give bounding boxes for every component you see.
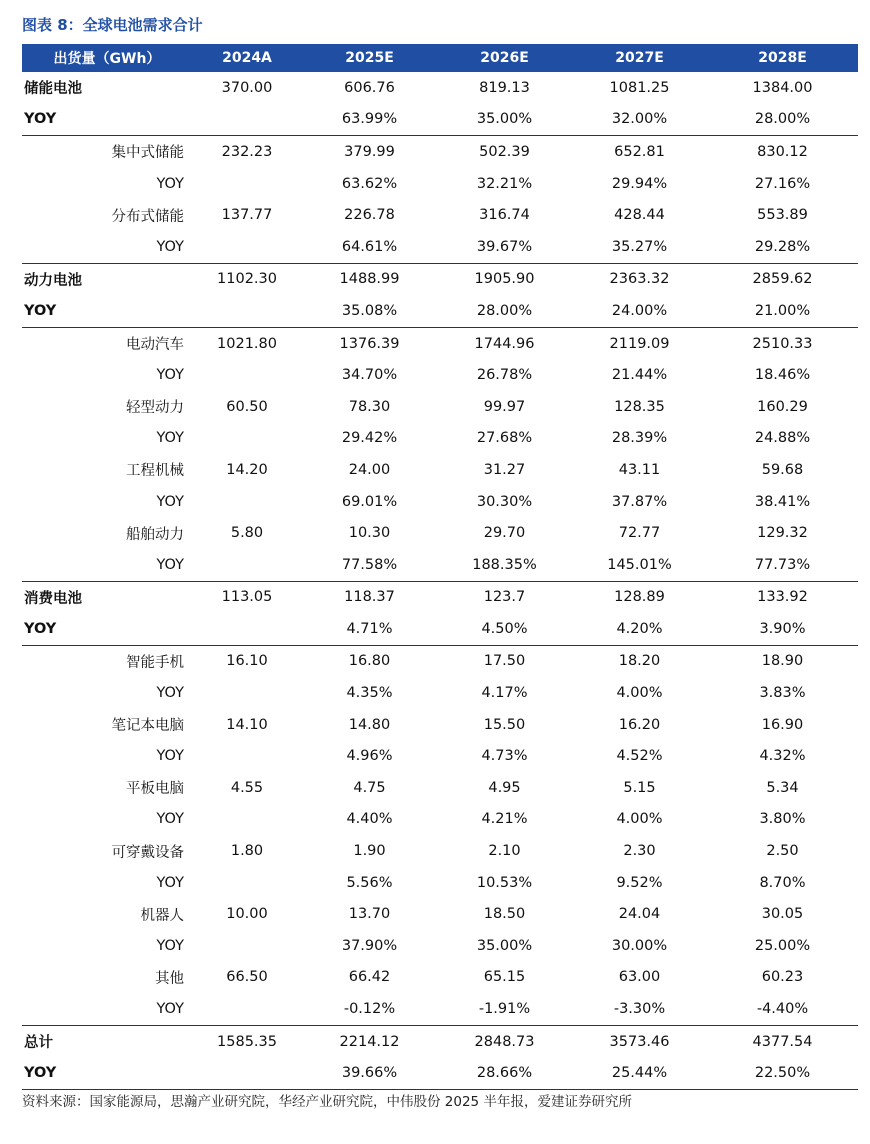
value-cell: 18.46% (754, 367, 811, 384)
row-label: YOY (156, 556, 184, 573)
value-cell: 26.78% (476, 367, 533, 384)
value-cell: 2.50 (766, 843, 799, 860)
value-cell: 502.39 (479, 143, 530, 160)
value-cell: 32.00% (611, 111, 668, 128)
value-cell: 78.30 (348, 398, 391, 415)
value-cell: 1384.00 (752, 79, 813, 96)
row-label: 分布式储能 (111, 208, 184, 225)
value-cell: 2510.33 (752, 335, 813, 352)
value-cell: 25.00% (754, 937, 811, 954)
row-label: YOY (156, 367, 184, 384)
value-cell: 16.90 (761, 716, 804, 733)
value-cell: -1.91% (478, 1001, 531, 1018)
value-cell: 27.16% (754, 175, 811, 192)
value-cell: 25.44% (611, 1065, 668, 1082)
value-cell: 428.44 (614, 207, 665, 224)
value-cell: 137.77 (221, 207, 273, 224)
row-label: YOY (156, 748, 184, 765)
value-cell: 29.42% (341, 430, 398, 447)
value-cell: 18.20 (618, 653, 661, 670)
value-cell: 4.73% (481, 748, 528, 765)
value-cell: 553.89 (757, 207, 808, 224)
value-cell: 5.80 (230, 525, 264, 542)
figure-title: 图表 8：全球电池需求合计 (22, 16, 203, 34)
value-cell: 24.04 (618, 906, 661, 923)
value-cell: 188.35% (472, 556, 537, 573)
value-cell: 5.56% (346, 874, 393, 891)
value-cell: 3.80% (759, 811, 806, 828)
row-label: YOY (156, 1001, 184, 1018)
value-cell: 60.50 (226, 398, 268, 415)
row-label: 可穿戴设备 (111, 844, 184, 861)
value-cell: -3.30% (613, 1001, 666, 1018)
value-cell: 1.90 (353, 843, 386, 860)
value-cell: 43.11 (618, 461, 661, 478)
value-cell: 16.80 (348, 653, 391, 670)
value-cell: 1376.39 (339, 335, 400, 352)
value-cell: -4.40% (756, 1001, 809, 1018)
value-cell: 4.71% (346, 620, 393, 637)
value-cell: 4.00% (616, 811, 663, 828)
value-cell: 13.70 (348, 906, 391, 923)
header-cell-2027e: 2027E (615, 50, 664, 66)
value-cell: 35.00% (476, 111, 533, 128)
value-cell: 8.70% (759, 874, 806, 891)
value-cell: 1905.90 (474, 271, 535, 288)
value-cell: 3573.46 (609, 1033, 670, 1050)
value-cell: 128.89 (614, 589, 665, 606)
value-cell: 2.10 (488, 843, 521, 860)
table-row (22, 1057, 858, 1090)
value-cell: 10.53% (476, 874, 533, 891)
value-cell: 606.76 (344, 79, 395, 96)
value-cell: 370.00 (221, 79, 273, 96)
value-cell: 35.00% (476, 937, 533, 954)
value-cell: 379.99 (344, 143, 395, 160)
table-row (22, 135, 858, 168)
table-row (22, 423, 858, 455)
value-cell: 3.90% (759, 620, 806, 637)
table-row (22, 104, 858, 136)
row-label: 集中式储能 (111, 145, 184, 162)
value-cell: 39.67% (476, 238, 533, 255)
value-cell: 1102.30 (217, 271, 277, 288)
value-cell: 2214.12 (339, 1033, 400, 1050)
value-cell: 77.58% (341, 556, 398, 573)
value-cell: 37.90% (341, 937, 398, 954)
value-cell: 4377.54 (752, 1033, 813, 1050)
value-cell: 4.50% (481, 620, 528, 637)
value-cell: 145.01% (607, 556, 672, 573)
value-cell: 59.68 (761, 461, 804, 478)
value-cell: 4.20% (616, 620, 663, 637)
row-label: YOY (156, 175, 184, 192)
table-row (22, 549, 858, 581)
value-cell: 77.73% (754, 556, 811, 573)
table-row (22, 804, 858, 836)
row-label: 工程机械 (126, 463, 184, 480)
value-cell: 4.75 (353, 779, 386, 796)
value-cell: -0.12% (343, 1001, 396, 1018)
value-cell: 118.37 (344, 589, 395, 606)
value-cell: 64.61% (341, 238, 398, 255)
value-cell: 63.99% (341, 111, 398, 128)
value-cell: 5.34 (766, 779, 799, 796)
value-cell: 35.08% (341, 302, 398, 319)
value-cell: 5.15 (623, 779, 656, 796)
value-cell: 22.50% (754, 1065, 811, 1082)
header-cell-2028e: 2028E (758, 50, 807, 66)
value-cell: 4.55 (230, 779, 264, 796)
value-cell: 316.74 (479, 207, 530, 224)
table-row (22, 231, 858, 263)
row-label: YOY (24, 111, 57, 128)
table-row (22, 295, 858, 327)
value-cell: 4.96% (346, 748, 393, 765)
value-cell: 28.00% (754, 111, 811, 128)
value-cell: 113.05 (221, 589, 273, 606)
value-cell: 14.10 (226, 716, 268, 733)
row-label: 机器人 (140, 907, 184, 924)
value-cell: 1744.96 (474, 335, 535, 352)
value-cell: 63.00 (618, 969, 661, 986)
value-cell: 4.35% (346, 685, 393, 702)
value-cell: 10.00 (226, 906, 268, 923)
header-cell-2024a: 2024A (222, 50, 272, 66)
row-label: 储能电池 (24, 81, 82, 98)
value-cell: 21.44% (611, 367, 668, 384)
value-cell: 652.81 (614, 143, 665, 160)
table-row (22, 613, 858, 645)
table-row (22, 993, 858, 1025)
value-cell: 14.20 (226, 461, 268, 478)
row-label: 笔记本电脑 (111, 718, 184, 735)
value-cell: 34.70% (341, 367, 398, 384)
row-label: YOY (156, 874, 184, 891)
value-cell: 69.01% (341, 493, 398, 510)
table-row (22, 263, 858, 296)
value-cell: 66.50 (226, 969, 268, 986)
value-cell: 819.13 (479, 79, 530, 96)
value-cell: 28.66% (476, 1065, 533, 1082)
row-label: YOY (156, 685, 184, 702)
value-cell: 2363.32 (609, 271, 670, 288)
value-cell: 66.42 (348, 969, 391, 986)
value-cell: 63.62% (341, 175, 398, 192)
value-cell: 4.40% (346, 811, 393, 828)
value-cell: 29.70 (483, 525, 526, 542)
value-cell: 2859.62 (752, 271, 813, 288)
row-label: YOY (24, 1065, 57, 1082)
value-cell: 17.50 (483, 653, 526, 670)
value-cell: 2.30 (623, 843, 656, 860)
value-cell: 3.83% (759, 685, 806, 702)
value-cell: 65.15 (483, 969, 526, 986)
value-cell: 1488.99 (339, 271, 400, 288)
value-cell: 15.50 (483, 716, 526, 733)
value-cell: 29.94% (611, 175, 668, 192)
value-cell: 28.00% (476, 302, 533, 319)
value-cell: 21.00% (754, 302, 811, 319)
table-row (22, 454, 858, 486)
value-cell: 1021.80 (217, 335, 277, 352)
value-cell: 24.00 (348, 461, 391, 478)
table-body (22, 72, 858, 1090)
row-label: 消费电池 (24, 590, 82, 607)
value-cell: 4.00% (616, 685, 663, 702)
table-row (22, 1025, 858, 1058)
row-label: 电动汽车 (126, 337, 184, 354)
header-cell-2025e: 2025E (345, 50, 394, 66)
value-cell: 160.29 (757, 398, 808, 415)
value-cell: 24.00% (611, 302, 668, 319)
value-cell: 4.52% (616, 748, 663, 765)
table-row (22, 581, 858, 614)
row-label: YOY (156, 238, 184, 255)
table-row (22, 930, 858, 962)
table-row (22, 645, 858, 678)
table-row (22, 740, 858, 772)
value-cell: 18.50 (483, 906, 526, 923)
row-label: YOY (156, 937, 184, 954)
table-row (22, 327, 858, 360)
value-cell: 4.17% (481, 685, 528, 702)
value-cell: 2848.73 (474, 1033, 535, 1050)
source-note: 资料来源：国家能源局，思瀚产业研究院，华经产业研究院，中伟股份 2025 半年报，爱建证券研究所 (22, 1094, 632, 1110)
value-cell: 30.30% (476, 493, 533, 510)
row-label: 其他 (155, 970, 184, 987)
value-cell: 38.41% (754, 493, 811, 510)
value-cell: 31.27 (483, 461, 526, 478)
value-cell: 129.32 (757, 525, 808, 542)
value-cell: 72.77 (618, 525, 661, 542)
table-row (22, 898, 858, 930)
value-cell: 133.92 (757, 589, 808, 606)
row-label: YOY (156, 430, 184, 447)
value-cell: 2119.09 (609, 335, 670, 352)
table-row (22, 486, 858, 518)
value-cell: 30.05 (761, 906, 804, 923)
row-label: 轻型动力 (126, 400, 184, 417)
table-row (22, 962, 858, 994)
row-label: YOY (156, 493, 184, 510)
value-cell: 1585.35 (217, 1033, 277, 1050)
row-label: 平板电脑 (126, 781, 184, 798)
value-cell: 123.7 (483, 589, 526, 606)
battery-demand-table (22, 44, 858, 1090)
value-cell: 18.90 (761, 653, 804, 670)
value-cell: 24.88% (754, 430, 811, 447)
row-label: YOY (24, 620, 57, 637)
value-cell: 30.00% (611, 937, 668, 954)
value-cell: 28.39% (611, 430, 668, 447)
row-label: 船舶动力 (126, 526, 184, 543)
table-row (22, 199, 858, 231)
value-cell: 4.21% (481, 811, 528, 828)
value-cell: 37.87% (611, 493, 668, 510)
value-cell: 29.28% (754, 238, 811, 255)
row-label: YOY (24, 302, 57, 319)
value-cell: 60.23 (761, 969, 804, 986)
header-cell-metric: 出货量（GWh） (53, 51, 161, 67)
table-row (22, 359, 858, 391)
table-header-row (22, 44, 858, 72)
header-cell-2026e: 2026E (480, 50, 529, 66)
value-cell: 14.80 (348, 716, 391, 733)
value-cell: 10.30 (348, 525, 391, 542)
value-cell: 4.32% (759, 748, 806, 765)
value-cell: 9.52% (616, 874, 663, 891)
table-row (22, 72, 858, 104)
table-row (22, 835, 858, 867)
value-cell: 830.12 (757, 143, 808, 160)
row-label: 智能手机 (126, 654, 184, 671)
value-cell: 226.78 (344, 207, 395, 224)
value-cell: 39.66% (341, 1065, 398, 1082)
value-cell: 1.80 (230, 843, 264, 860)
value-cell: 35.27% (611, 238, 668, 255)
table-row (22, 168, 858, 200)
value-cell: 232.23 (221, 143, 273, 160)
row-label: 动力电池 (24, 272, 82, 289)
value-cell: 128.35 (614, 398, 665, 415)
row-label: 总计 (24, 1035, 53, 1052)
row-label: YOY (156, 811, 184, 828)
value-cell: 32.21% (476, 175, 533, 192)
table-row (22, 867, 858, 899)
value-cell: 27.68% (476, 430, 533, 447)
table-row (22, 517, 858, 549)
table-row (22, 772, 858, 804)
value-cell: 4.95 (488, 779, 521, 796)
value-cell: 1081.25 (609, 79, 670, 96)
value-cell: 99.97 (483, 398, 526, 415)
table-row (22, 709, 858, 741)
table-row (22, 391, 858, 423)
table-row (22, 677, 858, 709)
value-cell: 16.20 (618, 716, 661, 733)
value-cell: 16.10 (226, 653, 268, 670)
